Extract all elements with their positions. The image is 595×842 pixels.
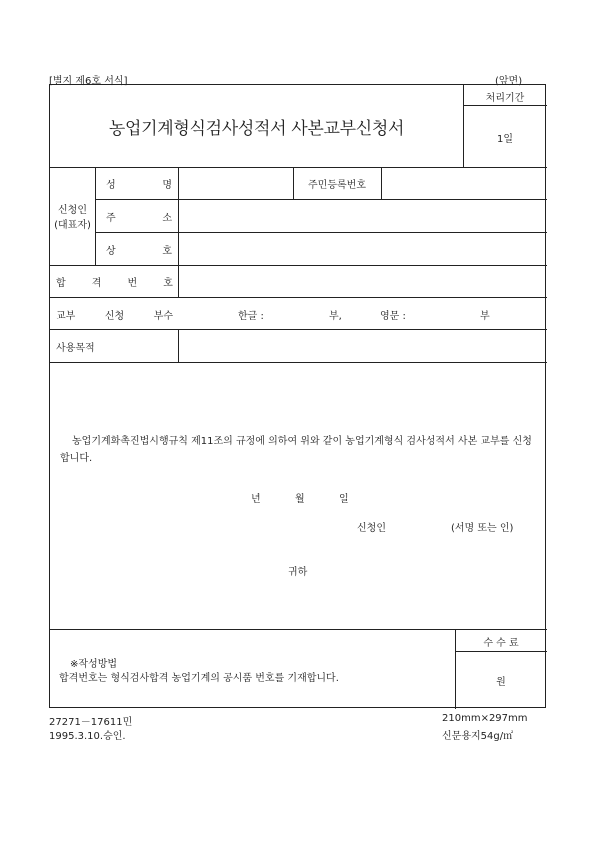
representative-label: (대표자) xyxy=(54,220,91,231)
processing-period-value: 1일 xyxy=(496,134,514,145)
pass-number-field[interactable] xyxy=(180,267,545,296)
fee-label: 수 수 료 xyxy=(483,638,519,649)
divider xyxy=(95,167,96,265)
instructions-title: ※작성방법 xyxy=(70,659,118,670)
applicant-group-label: 신청인 xyxy=(58,205,87,216)
divider xyxy=(50,297,547,298)
fee-unit: 원 xyxy=(496,677,506,688)
divider xyxy=(178,167,179,297)
form-title: 농업기계형식검사성적서 사본교부신청서 xyxy=(108,118,405,139)
date-month-label: 월 xyxy=(295,494,305,505)
business-name-field[interactable] xyxy=(180,234,545,264)
pass-number-label: 합 격 번 호 xyxy=(56,278,173,289)
purpose-field[interactable] xyxy=(180,331,545,361)
signature-or-seal-label: (서명 또는 인) xyxy=(451,523,514,534)
purpose-label: 사용목적 xyxy=(56,343,95,354)
application-form xyxy=(49,84,546,708)
processing-period-label: 처리기간 xyxy=(485,93,525,104)
addressee-label: 귀하 xyxy=(288,567,308,578)
paper-size: 210mm×297mm xyxy=(442,713,528,724)
page-side-label: (앞면) xyxy=(495,76,523,87)
divider xyxy=(50,167,547,168)
paper-type: 신문용지54g/㎡ xyxy=(442,731,514,742)
resident-number-field[interactable] xyxy=(383,169,545,198)
divider xyxy=(50,265,547,266)
divider xyxy=(50,329,547,330)
divider xyxy=(455,651,547,652)
instructions-text: 합격번호는 형식검사합격 농업기계의 공시품 번호를 기재합니다. xyxy=(59,673,339,684)
name-field[interactable] xyxy=(180,169,292,198)
form-code: 27271－17611민 xyxy=(49,717,133,728)
divider xyxy=(50,362,547,363)
address-label: 주 소 xyxy=(106,213,172,224)
copies-label: 교부 신청 부수 xyxy=(56,311,173,322)
form-number-label: [별지 제6호 서식] xyxy=(49,76,128,87)
application-statement: 농업기계화촉진법시행규칙 제11조의 규정에 의하여 위와 같이 농업기계형식 검사성적서 사본 교부를 신청합니다. xyxy=(60,436,532,464)
resident-number-label: 주민등록번호 xyxy=(308,180,366,191)
english-copies-unit: 부 xyxy=(480,311,490,322)
date-day-label: 일 xyxy=(339,494,349,505)
business-name-label: 상 호 xyxy=(106,246,172,257)
korean-copies-label: 한글 : xyxy=(238,311,264,322)
divider xyxy=(95,199,547,200)
date-year-label: 년 xyxy=(251,494,261,505)
divider xyxy=(381,167,382,199)
divider xyxy=(50,629,547,630)
applicant-signature-label: 신청인 xyxy=(357,523,386,534)
divider xyxy=(95,232,547,233)
divider xyxy=(463,105,547,106)
name-label: 성 명 xyxy=(106,180,172,191)
korean-copies-unit: 부, xyxy=(329,311,342,322)
divider xyxy=(178,329,179,362)
english-copies-label: 영문 : xyxy=(380,311,406,322)
approval-date: 1995.3.10.승인. xyxy=(49,731,126,742)
address-field[interactable] xyxy=(180,201,545,231)
